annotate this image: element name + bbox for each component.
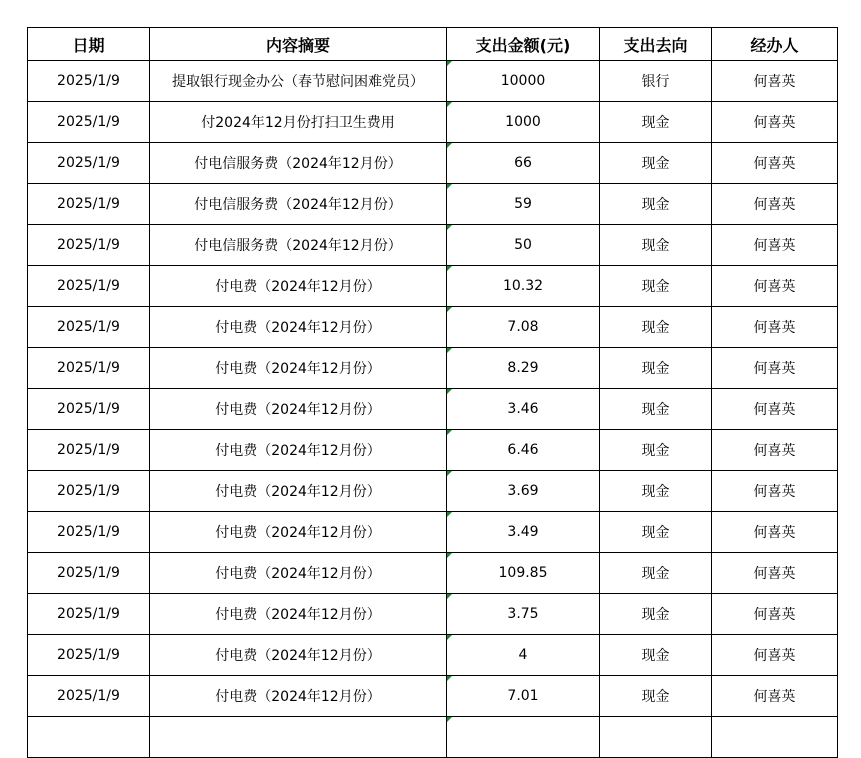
handler-cell[interactable]: 何喜英 [712, 512, 838, 553]
handler-cell[interactable]: 何喜英 [712, 676, 838, 717]
description-cell[interactable]: 付电信服务费（2024年12月份） [150, 225, 447, 266]
description-cell[interactable]: 付电费（2024年12月份） [150, 594, 447, 635]
destination-cell[interactable]: 现金 [600, 307, 712, 348]
amount-cell[interactable]: 4 [447, 635, 600, 676]
handler-cell[interactable]: 何喜英 [712, 348, 838, 389]
amount-cell[interactable]: 1000 [447, 102, 600, 143]
table-row [28, 635, 838, 676]
table-row [28, 594, 838, 635]
date-cell[interactable]: 2025/1/9 [28, 676, 150, 717]
date-cell[interactable]: 2025/1/9 [28, 225, 150, 266]
destination-cell[interactable]: 现金 [600, 389, 712, 430]
header-handler[interactable]: 经办人 [712, 28, 838, 61]
amount-cell[interactable]: 10000 [447, 61, 600, 102]
table-row [28, 676, 838, 717]
description-cell[interactable]: 付电费（2024年12月份） [150, 676, 447, 717]
description-cell[interactable]: 付电信服务费（2024年12月份） [150, 143, 447, 184]
table-row [28, 61, 838, 102]
description-cell[interactable]: 付2024年12月份打扫卫生费用 [150, 102, 447, 143]
amount-cell[interactable]: 3.75 [447, 594, 600, 635]
expense-ledger-table [27, 27, 838, 758]
description-cell[interactable]: 付电费（2024年12月份） [150, 348, 447, 389]
destination-cell[interactable]: 现金 [600, 635, 712, 676]
table-header [28, 28, 838, 61]
amount-cell[interactable] [447, 717, 600, 758]
handler-cell[interactable]: 何喜英 [712, 553, 838, 594]
table-row [28, 348, 838, 389]
destination-cell[interactable]: 现金 [600, 102, 712, 143]
date-cell[interactable]: 2025/1/9 [28, 553, 150, 594]
amount-cell[interactable]: 66 [447, 143, 600, 184]
date-cell[interactable]: 2025/1/9 [28, 348, 150, 389]
amount-cell[interactable]: 3.46 [447, 389, 600, 430]
handler-cell[interactable]: 何喜英 [712, 635, 838, 676]
amount-cell[interactable]: 109.85 [447, 553, 600, 594]
table-row [28, 266, 838, 307]
amount-cell[interactable]: 3.49 [447, 512, 600, 553]
destination-cell[interactable] [600, 717, 712, 758]
description-cell[interactable]: 付电费（2024年12月份） [150, 266, 447, 307]
handler-cell[interactable]: 何喜英 [712, 594, 838, 635]
handler-cell[interactable]: 何喜英 [712, 430, 838, 471]
description-cell[interactable]: 付电费（2024年12月份） [150, 471, 447, 512]
table-row [28, 553, 838, 594]
table-row [28, 184, 838, 225]
amount-cell[interactable]: 59 [447, 184, 600, 225]
amount-cell[interactable]: 3.69 [447, 471, 600, 512]
destination-cell[interactable]: 现金 [600, 471, 712, 512]
description-cell[interactable]: 提取银行现金办公（春节慰问困难党员） [150, 61, 447, 102]
date-cell[interactable]: 2025/1/9 [28, 307, 150, 348]
header-destination[interactable]: 支出去向 [600, 28, 712, 61]
date-cell[interactable]: 2025/1/9 [28, 61, 150, 102]
destination-cell[interactable]: 现金 [600, 553, 712, 594]
date-cell[interactable]: 2025/1/9 [28, 266, 150, 307]
description-cell[interactable]: 付电信服务费（2024年12月份） [150, 184, 447, 225]
description-cell[interactable]: 付电费（2024年12月份） [150, 553, 447, 594]
amount-cell[interactable]: 7.08 [447, 307, 600, 348]
amount-cell[interactable]: 7.01 [447, 676, 600, 717]
destination-cell[interactable]: 银行 [600, 61, 712, 102]
description-cell[interactable]: 付电费（2024年12月份） [150, 635, 447, 676]
table-row [28, 307, 838, 348]
description-cell[interactable]: 付电费（2024年12月份） [150, 430, 447, 471]
description-cell[interactable] [150, 717, 447, 758]
destination-cell[interactable]: 现金 [600, 143, 712, 184]
table-body [28, 61, 838, 758]
date-cell[interactable] [28, 717, 150, 758]
handler-cell[interactable]: 何喜英 [712, 266, 838, 307]
handler-cell[interactable]: 何喜英 [712, 102, 838, 143]
table-row [28, 717, 838, 758]
handler-cell[interactable]: 何喜英 [712, 184, 838, 225]
amount-cell[interactable]: 8.29 [447, 348, 600, 389]
destination-cell[interactable]: 现金 [600, 430, 712, 471]
date-cell[interactable]: 2025/1/9 [28, 594, 150, 635]
amount-cell[interactable]: 10.32 [447, 266, 600, 307]
handler-cell[interactable]: 何喜英 [712, 61, 838, 102]
amount-cell[interactable]: 50 [447, 225, 600, 266]
header-amount[interactable]: 支出金额(元) [447, 28, 600, 61]
date-cell[interactable]: 2025/1/9 [28, 184, 150, 225]
destination-cell[interactable]: 现金 [600, 184, 712, 225]
table-row [28, 102, 838, 143]
date-cell[interactable]: 2025/1/9 [28, 471, 150, 512]
destination-cell[interactable]: 现金 [600, 266, 712, 307]
table-row [28, 512, 838, 553]
table-row [28, 471, 838, 512]
date-cell[interactable]: 2025/1/9 [28, 389, 150, 430]
header-date[interactable]: 日期 [28, 28, 150, 61]
handler-cell[interactable]: 何喜英 [712, 307, 838, 348]
header-description[interactable]: 内容摘要 [150, 28, 447, 61]
table-row [28, 389, 838, 430]
handler-cell[interactable]: 何喜英 [712, 471, 838, 512]
date-cell[interactable]: 2025/1/9 [28, 512, 150, 553]
table-row [28, 430, 838, 471]
description-cell[interactable]: 付电费（2024年12月份） [150, 307, 447, 348]
date-cell[interactable]: 2025/1/9 [28, 102, 150, 143]
destination-cell[interactable]: 现金 [600, 676, 712, 717]
date-cell[interactable]: 2025/1/9 [28, 430, 150, 471]
destination-cell[interactable]: 现金 [600, 594, 712, 635]
date-cell[interactable]: 2025/1/9 [28, 143, 150, 184]
table-row [28, 143, 838, 184]
handler-cell[interactable]: 何喜英 [712, 389, 838, 430]
handler-cell[interactable]: 何喜英 [712, 225, 838, 266]
destination-cell[interactable]: 现金 [600, 225, 712, 266]
amount-cell[interactable]: 6.46 [447, 430, 600, 471]
destination-cell[interactable]: 现金 [600, 348, 712, 389]
description-cell[interactable]: 付电费（2024年12月份） [150, 512, 447, 553]
destination-cell[interactable]: 现金 [600, 512, 712, 553]
handler-cell[interactable]: 何喜英 [712, 143, 838, 184]
table-row [28, 225, 838, 266]
handler-cell[interactable] [712, 717, 838, 758]
header-row [28, 28, 838, 61]
description-cell[interactable]: 付电费（2024年12月份） [150, 389, 447, 430]
date-cell[interactable]: 2025/1/9 [28, 635, 150, 676]
